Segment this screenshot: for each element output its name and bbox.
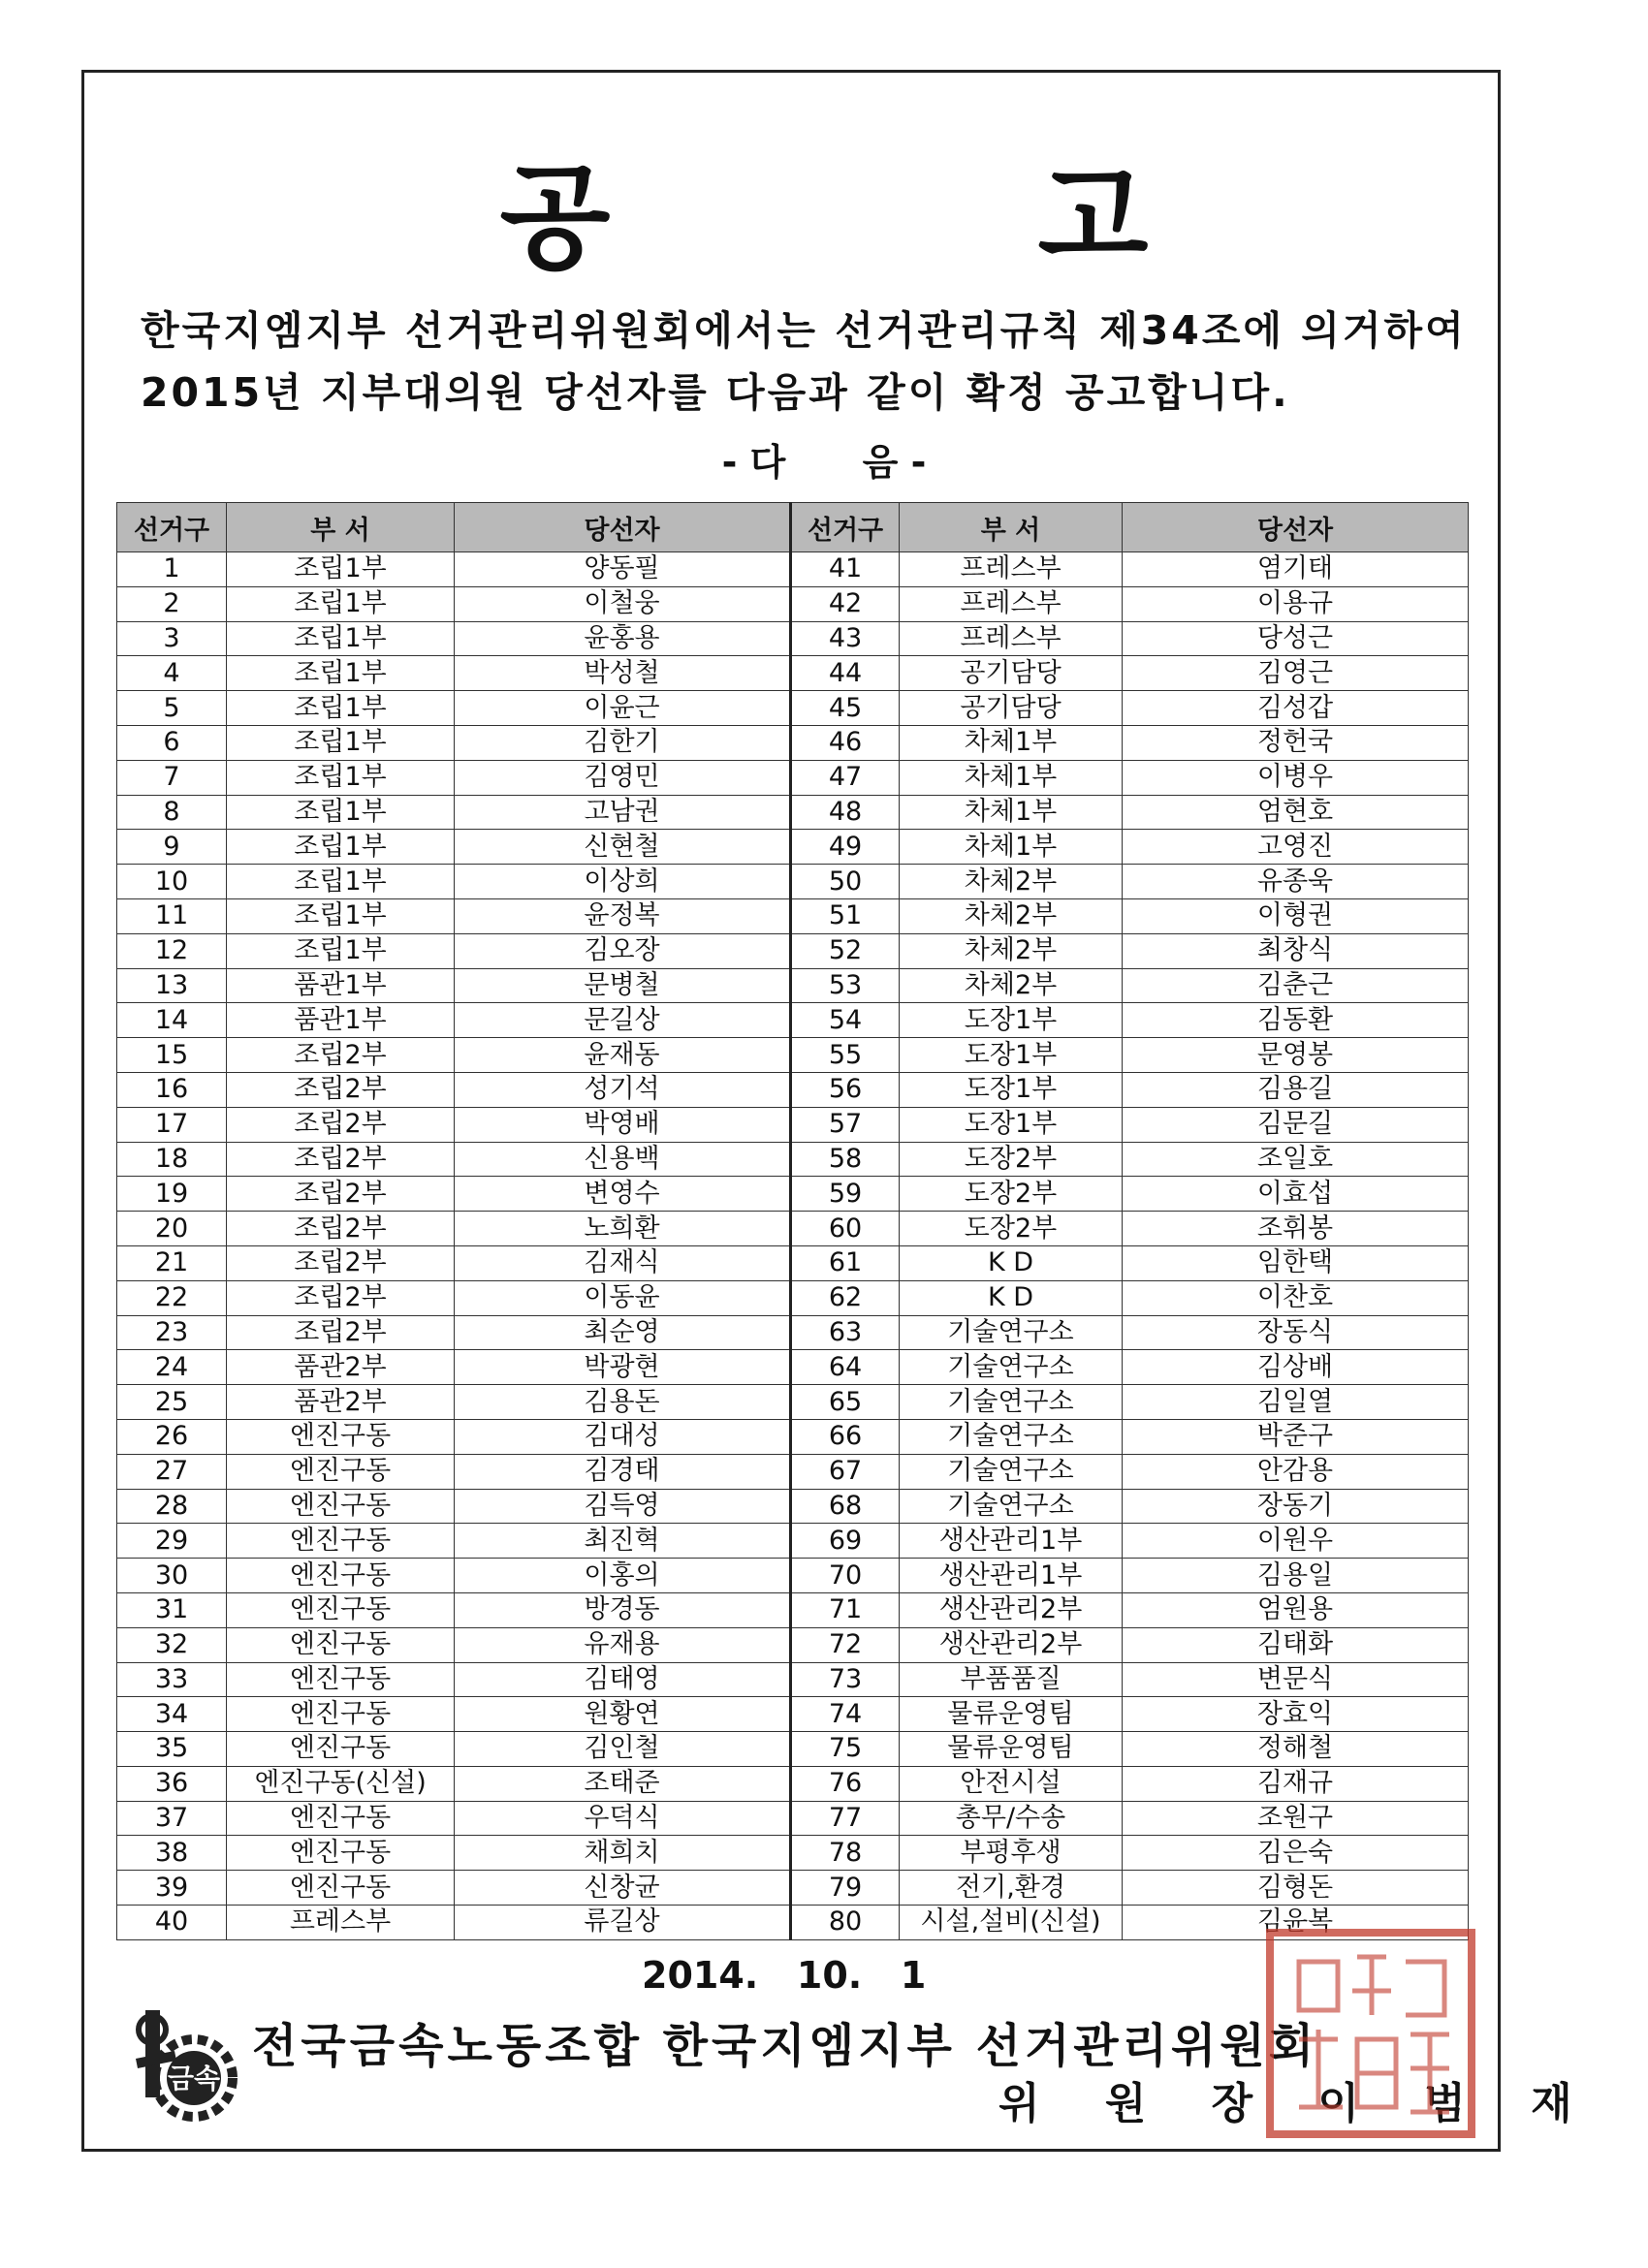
list-heading: - 다 음 -: [721, 441, 927, 484]
winner-name: 우덕식: [455, 1801, 791, 1836]
department-cell: 조립1부: [227, 552, 455, 587]
intro-line-2: 2015년 지부대의원 당선자를 다음과 같이 확정 공고합니다.: [141, 369, 1290, 416]
department-cell: 엔진구동: [227, 1524, 455, 1559]
winner-name: 김윤복: [1123, 1906, 1469, 1940]
winner-name: 김용길: [1123, 1072, 1469, 1107]
table-row: [117, 898, 1469, 933]
district-number: 14: [117, 1003, 227, 1038]
winner-name: 조태준: [455, 1766, 791, 1801]
department-cell: 조립2부: [227, 1177, 455, 1212]
table-row: [117, 586, 1469, 621]
department-cell: 조립1부: [227, 795, 455, 830]
table-row: [117, 830, 1469, 865]
table-row: [117, 1489, 1469, 1524]
district-number: 19: [117, 1177, 227, 1212]
district-number: 61: [791, 1245, 900, 1280]
district-number: 64: [791, 1350, 900, 1385]
department-cell: 기술연구소: [900, 1489, 1123, 1524]
district-number: 4: [117, 656, 227, 691]
district-number: 34: [117, 1697, 227, 1732]
district-number: 59: [791, 1177, 900, 1212]
department-cell: 기술연구소: [900, 1385, 1123, 1420]
district-number: 68: [791, 1489, 900, 1524]
district-number: 12: [117, 933, 227, 968]
table-row: [117, 1592, 1469, 1627]
district-number: 27: [117, 1454, 227, 1489]
district-number: 17: [117, 1107, 227, 1142]
table-row: [117, 1836, 1469, 1871]
department-cell: 기술연구소: [900, 1454, 1123, 1489]
department-cell: 공기담당: [900, 656, 1123, 691]
winner-name: 김일열: [1123, 1385, 1469, 1420]
department-cell: 안전시설: [900, 1766, 1123, 1801]
district-number: 36: [117, 1766, 227, 1801]
district-number: 1: [117, 552, 227, 587]
winner-name: 유종욱: [1123, 865, 1469, 899]
organization-name: 전국금속노동조합 한국지엠지부 선거관리위원회: [252, 2019, 1318, 2073]
winner-name: 김오장: [455, 933, 791, 968]
department-cell: 도장2부: [900, 1142, 1123, 1177]
department-cell: 기술연구소: [900, 1419, 1123, 1454]
department-cell: 조립2부: [227, 1142, 455, 1177]
department-cell: 조립2부: [227, 1315, 455, 1350]
department-cell: 도장1부: [900, 1003, 1123, 1038]
district-number: 50: [791, 865, 900, 899]
department-cell: 부품품질: [900, 1662, 1123, 1697]
winner-name: 박준구: [1123, 1419, 1469, 1454]
header-district: 선거구: [791, 503, 900, 552]
district-number: 6: [117, 725, 227, 760]
department-cell: 엔진구동: [227, 1732, 455, 1767]
winner-name: 윤홍용: [455, 621, 791, 656]
table-row: [117, 725, 1469, 760]
department-cell: 엔진구동: [227, 1627, 455, 1662]
district-number: 41: [791, 552, 900, 587]
district-number: 23: [117, 1315, 227, 1350]
district-number: 74: [791, 1697, 900, 1732]
district-number: 79: [791, 1871, 900, 1906]
header-department: 부 서: [227, 503, 455, 552]
district-number: 78: [791, 1836, 900, 1871]
winner-name: 윤정복: [455, 898, 791, 933]
winner-name: 임한택: [1123, 1245, 1469, 1280]
district-number: 69: [791, 1524, 900, 1559]
table-row: [117, 1142, 1469, 1177]
department-cell: 생산관리1부: [900, 1524, 1123, 1559]
district-number: 10: [117, 865, 227, 899]
district-number: 77: [791, 1801, 900, 1836]
winner-name: 김용돈: [455, 1385, 791, 1420]
department-cell: 조립1부: [227, 760, 455, 795]
district-number: 31: [117, 1592, 227, 1627]
winner-name: 최창식: [1123, 933, 1469, 968]
table-row: [117, 968, 1469, 1003]
table-row: [117, 933, 1469, 968]
district-number: 44: [791, 656, 900, 691]
department-cell: 전기,환경: [900, 1871, 1123, 1906]
district-number: 40: [117, 1906, 227, 1940]
winner-name: 신용백: [455, 1142, 791, 1177]
district-number: 66: [791, 1419, 900, 1454]
district-number: 38: [117, 1836, 227, 1871]
district-number: 11: [117, 898, 227, 933]
winner-name: 김은숙: [1123, 1836, 1469, 1871]
winner-name: 엄원용: [1123, 1592, 1469, 1627]
winner-name: 최순영: [455, 1315, 791, 1350]
table-row: [117, 1697, 1469, 1732]
winner-name: 이병우: [1123, 760, 1469, 795]
district-number: 49: [791, 830, 900, 865]
winner-name: 장동식: [1123, 1315, 1469, 1350]
district-number: 28: [117, 1489, 227, 1524]
table-row: [117, 1280, 1469, 1315]
notice-date: 2014. 10. 1: [642, 1954, 927, 1997]
district-number: 65: [791, 1385, 900, 1420]
table-row: [117, 621, 1469, 656]
district-number: 20: [117, 1212, 227, 1246]
winner-name: 김성갑: [1123, 691, 1469, 726]
department-cell: 도장2부: [900, 1212, 1123, 1246]
winner-name: 문영봉: [1123, 1038, 1469, 1073]
winner-name: 염기태: [1123, 552, 1469, 587]
winner-name: 유재용: [455, 1627, 791, 1662]
district-number: 9: [117, 830, 227, 865]
logo-text: 금속: [167, 2063, 221, 2095]
district-number: 3: [117, 621, 227, 656]
department-cell: K D: [900, 1280, 1123, 1315]
department-cell: K D: [900, 1245, 1123, 1280]
district-number: 37: [117, 1801, 227, 1836]
winners-table: [116, 502, 1469, 1940]
department-cell: 품관2부: [227, 1350, 455, 1385]
department-cell: 조립1부: [227, 933, 455, 968]
winner-name: 박영배: [455, 1107, 791, 1142]
table-row: [117, 1801, 1469, 1836]
winner-name: 변영수: [455, 1177, 791, 1212]
department-cell: 조립2부: [227, 1212, 455, 1246]
table-row: [117, 1385, 1469, 1420]
winner-name: 이상희: [455, 865, 791, 899]
department-cell: 품관1부: [227, 1003, 455, 1038]
department-cell: 기술연구소: [900, 1315, 1123, 1350]
district-number: 62: [791, 1280, 900, 1315]
department-cell: 도장1부: [900, 1072, 1123, 1107]
table-row: [117, 1003, 1469, 1038]
district-number: 13: [117, 968, 227, 1003]
district-number: 71: [791, 1592, 900, 1627]
department-cell: 생산관리2부: [900, 1592, 1123, 1627]
winner-name: 성기석: [455, 1072, 791, 1107]
department-cell: 조립2부: [227, 1072, 455, 1107]
department-cell: 프레스부: [900, 552, 1123, 587]
district-number: 76: [791, 1766, 900, 1801]
district-number: 67: [791, 1454, 900, 1489]
department-cell: 차체2부: [900, 898, 1123, 933]
district-number: 43: [791, 621, 900, 656]
table-row: [117, 1315, 1469, 1350]
winner-name: 김동환: [1123, 1003, 1469, 1038]
winner-name: 김춘근: [1123, 968, 1469, 1003]
table-header-row: [117, 503, 1469, 552]
department-cell: 조립1부: [227, 830, 455, 865]
table-row: [117, 1524, 1469, 1559]
department-cell: 차체1부: [900, 830, 1123, 865]
district-number: 57: [791, 1107, 900, 1142]
winner-name: 이윤근: [455, 691, 791, 726]
department-cell: 물류운영팀: [900, 1697, 1123, 1732]
winner-name: 고영진: [1123, 830, 1469, 865]
district-number: 47: [791, 760, 900, 795]
winner-name: 방경동: [455, 1592, 791, 1627]
district-number: 2: [117, 586, 227, 621]
table-row: [117, 1766, 1469, 1801]
table-row: [117, 1732, 1469, 1767]
winner-name: 이철웅: [455, 586, 791, 621]
winner-name: 정해철: [1123, 1732, 1469, 1767]
table-row: [117, 1559, 1469, 1593]
department-cell: 도장1부: [900, 1107, 1123, 1142]
header-department: 부 서: [900, 503, 1123, 552]
department-cell: 엔진구동: [227, 1559, 455, 1593]
district-number: 75: [791, 1732, 900, 1767]
department-cell: 총무/수송: [900, 1801, 1123, 1836]
winner-name: 이찬호: [1123, 1280, 1469, 1315]
header-winner: 당선자: [1123, 503, 1469, 552]
district-number: 53: [791, 968, 900, 1003]
winner-name: 정헌국: [1123, 725, 1469, 760]
winner-name: 이원우: [1123, 1524, 1469, 1559]
district-number: 63: [791, 1315, 900, 1350]
department-cell: 차체1부: [900, 725, 1123, 760]
winner-name: 김문길: [1123, 1107, 1469, 1142]
winner-name: 고남권: [455, 795, 791, 830]
winner-name: 장동기: [1123, 1489, 1469, 1524]
department-cell: 조립1부: [227, 586, 455, 621]
winner-name: 류길상: [455, 1906, 791, 1940]
department-cell: 차체2부: [900, 933, 1123, 968]
table-row: [117, 1072, 1469, 1107]
department-cell: 프레스부: [900, 621, 1123, 656]
winner-name: 김한기: [455, 725, 791, 760]
winner-name: 윤재동: [455, 1038, 791, 1073]
district-number: 24: [117, 1350, 227, 1385]
table-row: [117, 1245, 1469, 1280]
district-number: 8: [117, 795, 227, 830]
district-number: 25: [117, 1385, 227, 1420]
department-cell: 도장2부: [900, 1177, 1123, 1212]
table-row: [117, 691, 1469, 726]
table-row: [117, 1454, 1469, 1489]
winner-name: 조원구: [1123, 1801, 1469, 1836]
district-number: 21: [117, 1245, 227, 1280]
winner-name: 문병철: [455, 968, 791, 1003]
winner-name: 박성철: [455, 656, 791, 691]
table-row: [117, 865, 1469, 899]
winner-name: 박광현: [455, 1350, 791, 1385]
department-cell: 기술연구소: [900, 1350, 1123, 1385]
table-row: [117, 1350, 1469, 1385]
district-number: 29: [117, 1524, 227, 1559]
district-number: 33: [117, 1662, 227, 1697]
department-cell: 조립2부: [227, 1280, 455, 1315]
table-row: [117, 760, 1469, 795]
district-number: 58: [791, 1142, 900, 1177]
district-number: 16: [117, 1072, 227, 1107]
table-row: [117, 1662, 1469, 1697]
header-winner: 당선자: [455, 503, 791, 552]
district-number: 18: [117, 1142, 227, 1177]
department-cell: 엔진구동: [227, 1871, 455, 1906]
district-number: 35: [117, 1732, 227, 1767]
department-cell: 부평후생: [900, 1836, 1123, 1871]
department-cell: 시설,설비(신설): [900, 1906, 1123, 1940]
winner-name: 원황연: [455, 1697, 791, 1732]
winner-name: 엄현호: [1123, 795, 1469, 830]
department-cell: 프레스부: [900, 586, 1123, 621]
district-number: 56: [791, 1072, 900, 1107]
department-cell: 조립2부: [227, 1107, 455, 1142]
department-cell: 프레스부: [227, 1906, 455, 1940]
district-number: 60: [791, 1212, 900, 1246]
department-cell: 조립1부: [227, 691, 455, 726]
winner-name: 김태영: [455, 1662, 791, 1697]
table-row: [117, 1419, 1469, 1454]
winner-name: 김경태: [455, 1454, 791, 1489]
department-cell: 조립1부: [227, 865, 455, 899]
department-cell: 조립1부: [227, 621, 455, 656]
winner-name: 김형돈: [1123, 1871, 1469, 1906]
table-row: [117, 795, 1469, 830]
department-cell: 엔진구동: [227, 1697, 455, 1732]
department-cell: 차체2부: [900, 865, 1123, 899]
chairman-name: 위 원 장 이 범 재: [998, 2079, 1598, 2128]
table-row: [117, 656, 1469, 691]
intro-line-1: 한국지엠지부 선거관리위원회에서는 선거관리규칙 제34조에 의거하여: [141, 307, 1467, 354]
table-row: [117, 1038, 1469, 1073]
district-number: 15: [117, 1038, 227, 1073]
winner-name: 장효익: [1123, 1697, 1469, 1732]
department-cell: 엔진구동: [227, 1489, 455, 1524]
district-number: 39: [117, 1871, 227, 1906]
winner-name: 최진혁: [455, 1524, 791, 1559]
table-row: [117, 1871, 1469, 1906]
department-cell: 엔진구동: [227, 1454, 455, 1489]
district-number: 26: [117, 1419, 227, 1454]
winner-name: 김인철: [455, 1732, 791, 1767]
department-cell: 도장1부: [900, 1038, 1123, 1073]
table-row: [117, 1107, 1469, 1142]
winner-name: 이용규: [1123, 586, 1469, 621]
district-number: 22: [117, 1280, 227, 1315]
winner-name: 문길상: [455, 1003, 791, 1038]
department-cell: 품관2부: [227, 1385, 455, 1420]
winner-name: 김재식: [455, 1245, 791, 1280]
department-cell: 엔진구동: [227, 1419, 455, 1454]
department-cell: 생산관리1부: [900, 1559, 1123, 1593]
department-cell: 엔진구동: [227, 1801, 455, 1836]
winner-name: 김용일: [1123, 1559, 1469, 1593]
winner-name: 이동윤: [455, 1280, 791, 1315]
winner-name: 김영민: [455, 760, 791, 795]
department-cell: 차체1부: [900, 760, 1123, 795]
district-number: 42: [791, 586, 900, 621]
department-cell: 조립2부: [227, 1245, 455, 1280]
table-row: [117, 552, 1469, 587]
district-number: 80: [791, 1906, 900, 1940]
header-district: 선거구: [117, 503, 227, 552]
official-seal: [1260, 1923, 1481, 2144]
district-number: 48: [791, 795, 900, 830]
winner-name: 안감용: [1123, 1454, 1469, 1489]
department-cell: 생산관리2부: [900, 1627, 1123, 1662]
district-number: 55: [791, 1038, 900, 1073]
department-cell: 엔진구동: [227, 1836, 455, 1871]
table-row: [117, 1212, 1469, 1246]
department-cell: 엔진구동: [227, 1592, 455, 1627]
winner-name: 김득영: [455, 1489, 791, 1524]
district-number: 32: [117, 1627, 227, 1662]
winner-name: 김상배: [1123, 1350, 1469, 1385]
winner-name: 노희환: [455, 1212, 791, 1246]
department-cell: 조립1부: [227, 725, 455, 760]
table-row: [117, 1627, 1469, 1662]
department-cell: 엔진구동(신설): [227, 1766, 455, 1801]
winner-name: 이형권: [1123, 898, 1469, 933]
department-cell: 차체1부: [900, 795, 1123, 830]
winner-name: 이효섭: [1123, 1177, 1469, 1212]
district-number: 45: [791, 691, 900, 726]
district-number: 70: [791, 1559, 900, 1593]
winner-name: 당성근: [1123, 621, 1469, 656]
winner-name: 김영근: [1123, 656, 1469, 691]
department-cell: 차체2부: [900, 968, 1123, 1003]
district-number: 46: [791, 725, 900, 760]
department-cell: 물류운영팀: [900, 1732, 1123, 1767]
table-row: [117, 1177, 1469, 1212]
district-number: 72: [791, 1627, 900, 1662]
union-logo: [116, 2000, 252, 2130]
district-number: 51: [791, 898, 900, 933]
district-number: 7: [117, 760, 227, 795]
department-cell: 품관1부: [227, 968, 455, 1003]
district-number: 30: [117, 1559, 227, 1593]
winner-name: 양동필: [455, 552, 791, 587]
department-cell: 엔진구동: [227, 1662, 455, 1697]
winner-name: 김재규: [1123, 1766, 1469, 1801]
winner-name: 김태화: [1123, 1627, 1469, 1662]
winner-name: 이홍의: [455, 1559, 791, 1593]
winner-name: 조휘봉: [1123, 1212, 1469, 1246]
winner-name: 조일호: [1123, 1142, 1469, 1177]
department-cell: 공기담당: [900, 691, 1123, 726]
notice-title: 공 고: [499, 151, 1343, 285]
department-cell: 조립2부: [227, 1038, 455, 1073]
winner-name: 김대성: [455, 1419, 791, 1454]
winner-name: 신창균: [455, 1871, 791, 1906]
winner-name: 변문식: [1123, 1662, 1469, 1697]
district-number: 73: [791, 1662, 900, 1697]
district-number: 5: [117, 691, 227, 726]
district-number: 54: [791, 1003, 900, 1038]
district-number: 52: [791, 933, 900, 968]
winner-name: 채희치: [455, 1836, 791, 1871]
department-cell: 조립1부: [227, 656, 455, 691]
winner-name: 신현철: [455, 830, 791, 865]
department-cell: 조립1부: [227, 898, 455, 933]
